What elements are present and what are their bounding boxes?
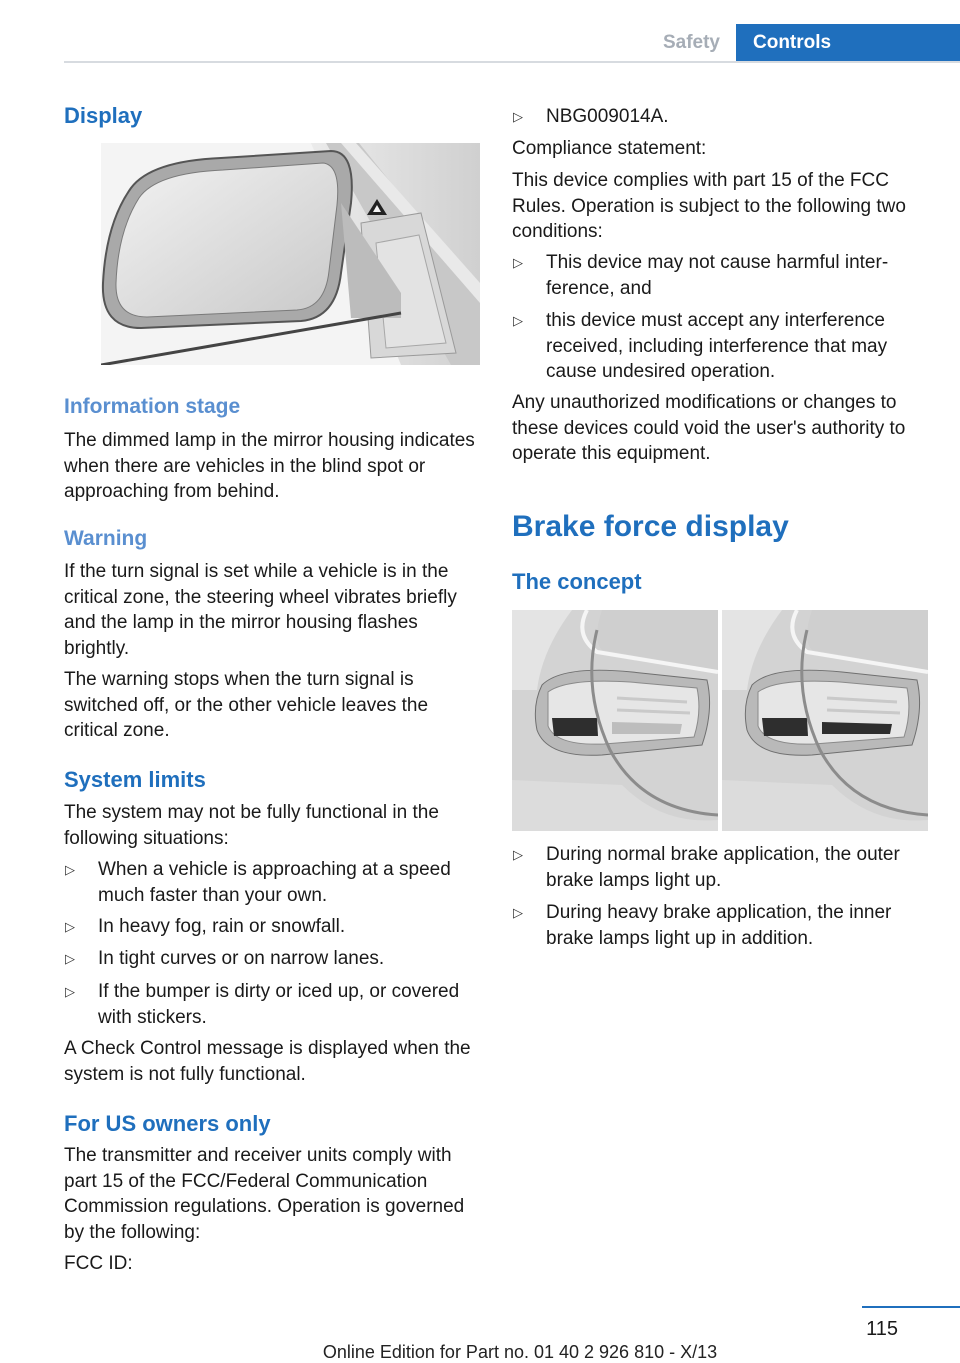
compliance-text: This device complies with part 15 of the FCC Rules. Operation is subject to the following two conditions: <box>512 170 906 242</box>
limits-outro: A Check Control message is displayed when the system is not fully functional. <box>64 1038 471 1085</box>
brake-lamp-normal-image <box>512 610 718 831</box>
list-item: ▷ When a vehicle is approaching at a speed much faster than your own. <box>64 857 480 908</box>
list-item: ▷ During normal brake application, the outer brake lamps light up. <box>512 842 930 893</box>
brake-lamp-heavy-image <box>722 610 928 831</box>
warning-text: If the turn signal is set while a vehicle is in the critical zone, the steering wheel vibrates briefly and the lamp in the mirror housing flashes brightly. <box>64 561 457 659</box>
unauthorized-text: Any unauthorized modifications or changes to these devices could void the user's authority to operate this equipment. <box>512 392 906 464</box>
header-rule <box>64 61 960 63</box>
compliance-label: Compliance statement: <box>512 138 707 159</box>
list-item: ▷ In heavy fog, rain or snowfall. <box>64 914 480 940</box>
display-heading: Display <box>64 103 143 128</box>
edition-footer: Online Edition for Part no. 01 40 2 926 810 - X/13 <box>322 1342 718 1362</box>
info-text: The dimmed lamp in the mirror housing indicates when there are vehicles in the blind spot or approaching from behind. <box>64 430 475 502</box>
limits-heading: System limits <box>64 767 206 792</box>
list-item: ▷ This device may not cause harmful interference, and <box>512 250 930 301</box>
us-owners-heading: For US owners only <box>64 1111 271 1136</box>
fcc-id-label: FCC ID: <box>64 1253 133 1274</box>
list-item: ▷ During heavy brake application, the inner brake lamps light up in addition. <box>512 900 930 951</box>
info-heading: Information stage <box>64 395 241 418</box>
brake-heading: Brake force display <box>512 510 789 543</box>
warning-text-2: The warning stops when the turn signal is switched off, or the other vehicle leaves the critical zone. <box>64 669 429 741</box>
fcc-id-item: ▷ NBG009014A. <box>512 104 930 130</box>
tab-safety[interactable]: Safety <box>662 32 720 53</box>
list-item: ▷ In tight curves or on narrow lanes. <box>64 946 480 972</box>
limits-intro: The system may not be fully functional in the following situations: <box>64 802 439 849</box>
us-owners-text: The transmitter and receiver units comply with part 15 of the FCC/Federal Communication Commission regulations. Operation is governed by the following: <box>64 1145 465 1243</box>
concept-heading: The concept <box>512 569 642 594</box>
list-item: ▷ If the bumper is dirty or iced up, or covered with stickers. <box>64 979 480 1030</box>
tab-controls[interactable]: Controls <box>736 24 960 61</box>
warning-heading: Warning <box>64 527 148 550</box>
page-number: 115 <box>866 1318 898 1340</box>
footer-rule <box>862 1306 960 1308</box>
list-item: ▷ this device must accept any interference received, including interference that may cause undesired operation. <box>512 308 930 385</box>
mirror-illustration <box>101 143 480 365</box>
